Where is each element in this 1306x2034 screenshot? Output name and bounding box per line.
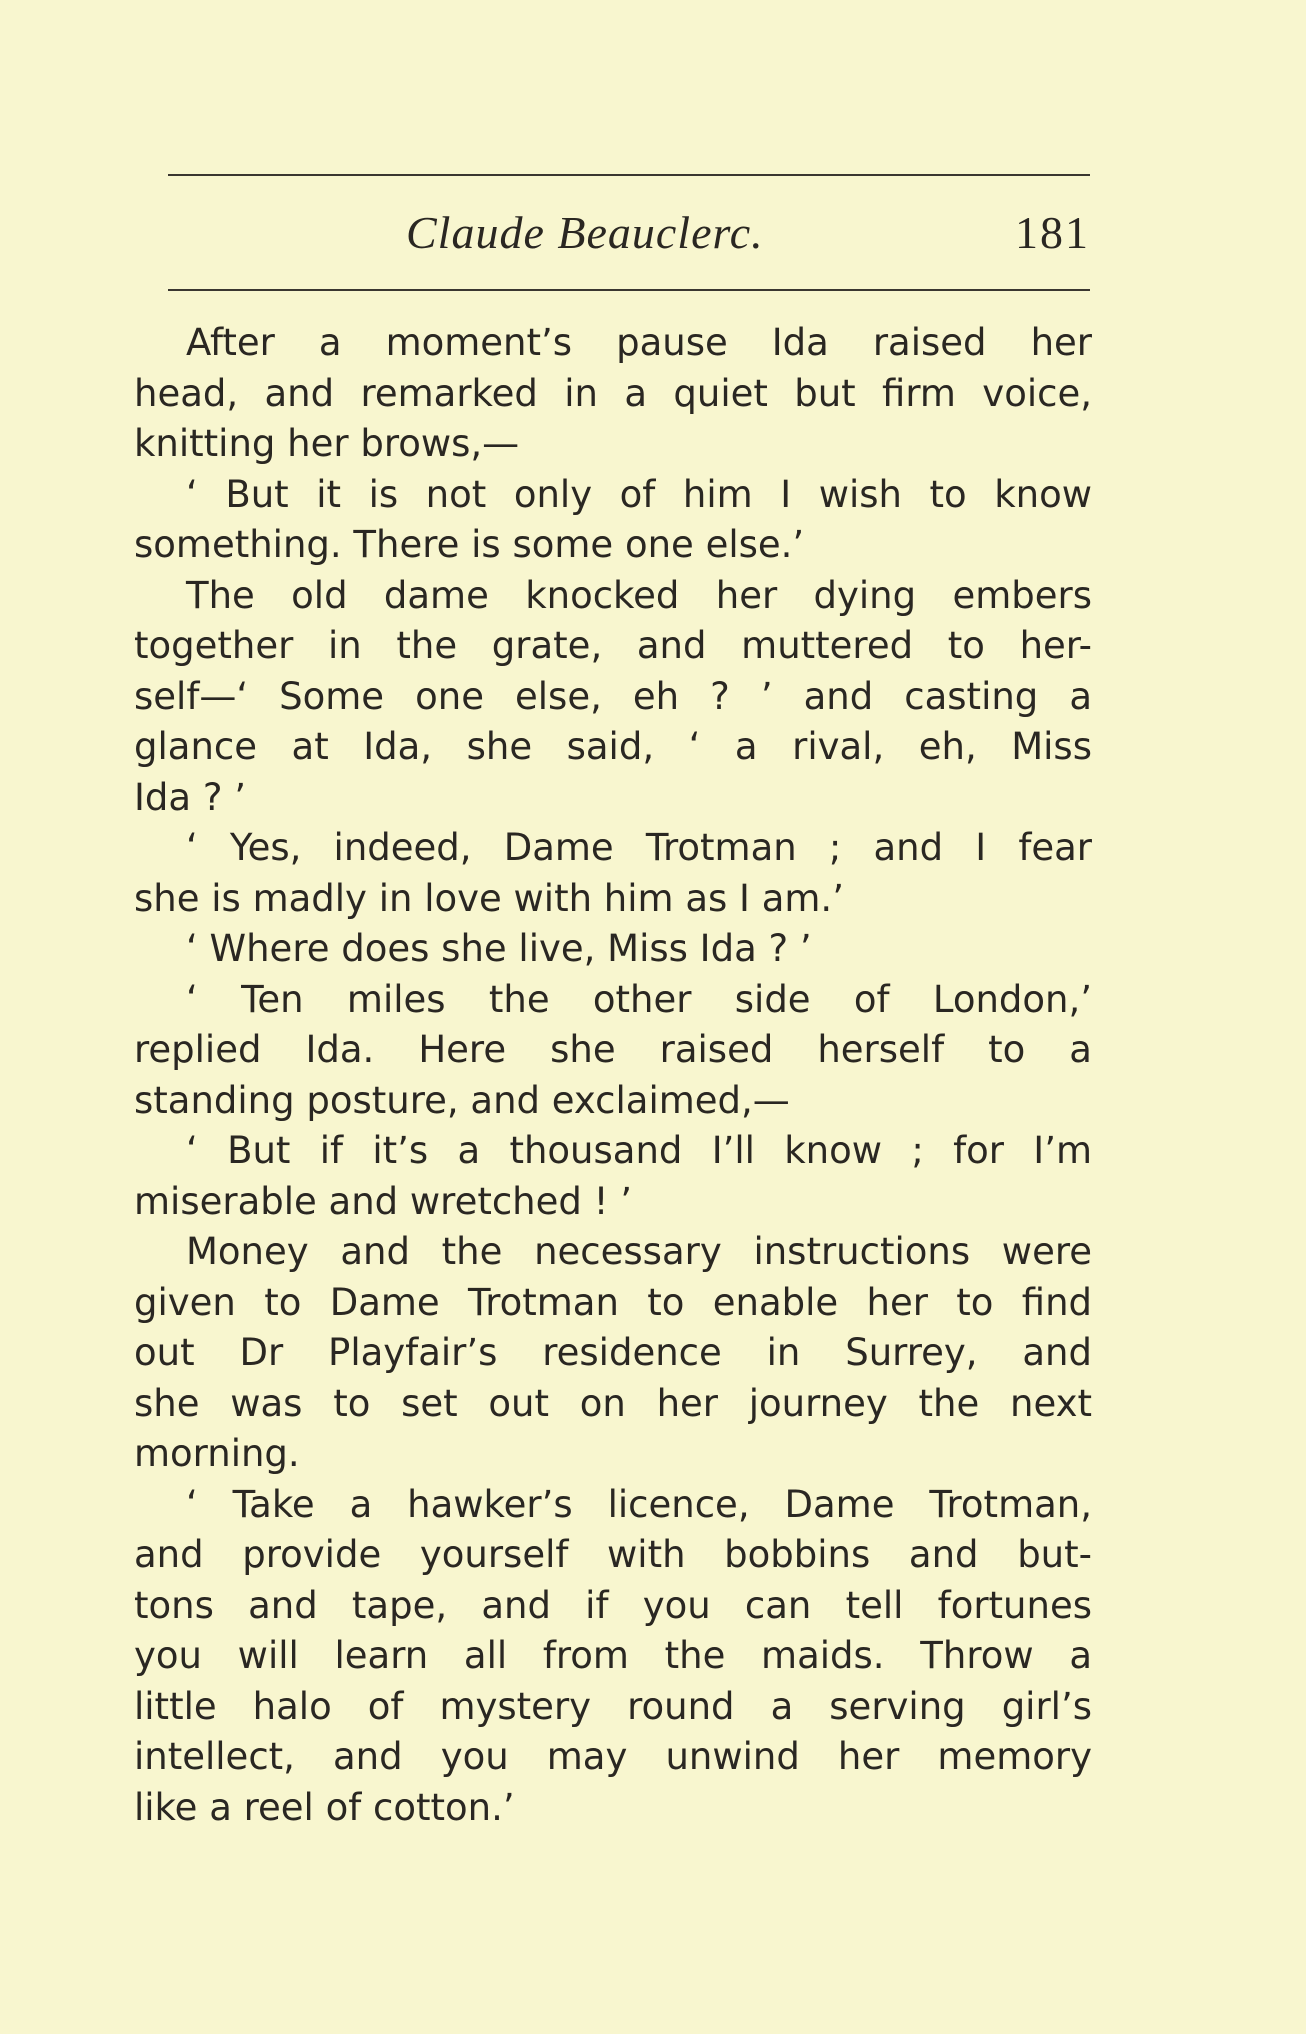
text-line: replied Ida. Here she raised herself to a (134, 1028, 1092, 1071)
running-title: Claude Beauclerc. (406, 207, 764, 258)
text-line: head, and remarked in a quiet but firm voice, (134, 371, 1092, 415)
text-line: miserable and wretched ! ’ (134, 1179, 633, 1223)
header-rule-bottom (168, 289, 1090, 291)
text-line: little halo of mystery round a serving girl’s (134, 1684, 1092, 1728)
text-line: ‘ Ten miles the other side of London,’ (186, 977, 1092, 1021)
text-line: like a reel of cotton.’ (134, 1785, 515, 1829)
text-line: glance at Ida, she said, ‘ a rival, eh, Miss (134, 725, 1092, 768)
text-line: she is madly in love with him as I am.’ (134, 876, 844, 920)
text-line: Money and the necessary instructions were (186, 1230, 1092, 1273)
text-line: and provide yourself with bobbins and but- (134, 1533, 1092, 1576)
text-line: given to Dame Trotman to enable her to find (134, 1280, 1092, 1324)
text-line: you will learn all from the maids. Throw a (134, 1634, 1092, 1677)
header-rule-top (168, 174, 1090, 176)
running-header (168, 200, 1090, 270)
text-line: together in the grate, and muttered to her- (134, 624, 1092, 667)
text-line: After a moment’s pause Ida raised her (186, 321, 1092, 364)
text-line: morning. (134, 1432, 300, 1475)
text-line: out Dr Playfair’s residence in Surrey, and (134, 1331, 1092, 1374)
text-line: ‘ Take a hawker’s licence, Dame Trotman, (186, 1482, 1092, 1526)
text-line: The old dame knocked her dying embers (186, 573, 1092, 617)
body-text (134, 318, 1092, 1833)
text-line: ‘ Where does she live, Miss Ida ? ’ (186, 927, 812, 970)
text-line: Ida ? ’ (134, 775, 246, 819)
text-line: intellect, and you may unwind her memory (134, 1735, 1092, 1778)
text-line: something. There is some one else.’ (134, 523, 805, 566)
text-line: standing posture, and exclaimed,— (134, 1078, 790, 1122)
text-line: ‘ But it is not only of him I wish to know (186, 472, 1092, 516)
text-line: tons and tape, and if you can tell fortunes (134, 1583, 1092, 1627)
text-line: self—‘ Some one else, eh ? ’ and casting a (134, 674, 1092, 718)
text-line: she was to set out on her journey the next (134, 1381, 1092, 1425)
page-number: 181 (1015, 207, 1090, 258)
text-line: knitting her brows,— (134, 422, 520, 465)
text-line: ‘ Yes, indeed, Dame Trotman ; and I fear (186, 826, 1092, 869)
text-line: ‘ But if it’s a thousand I’ll know ; for I’m (186, 1129, 1092, 1172)
